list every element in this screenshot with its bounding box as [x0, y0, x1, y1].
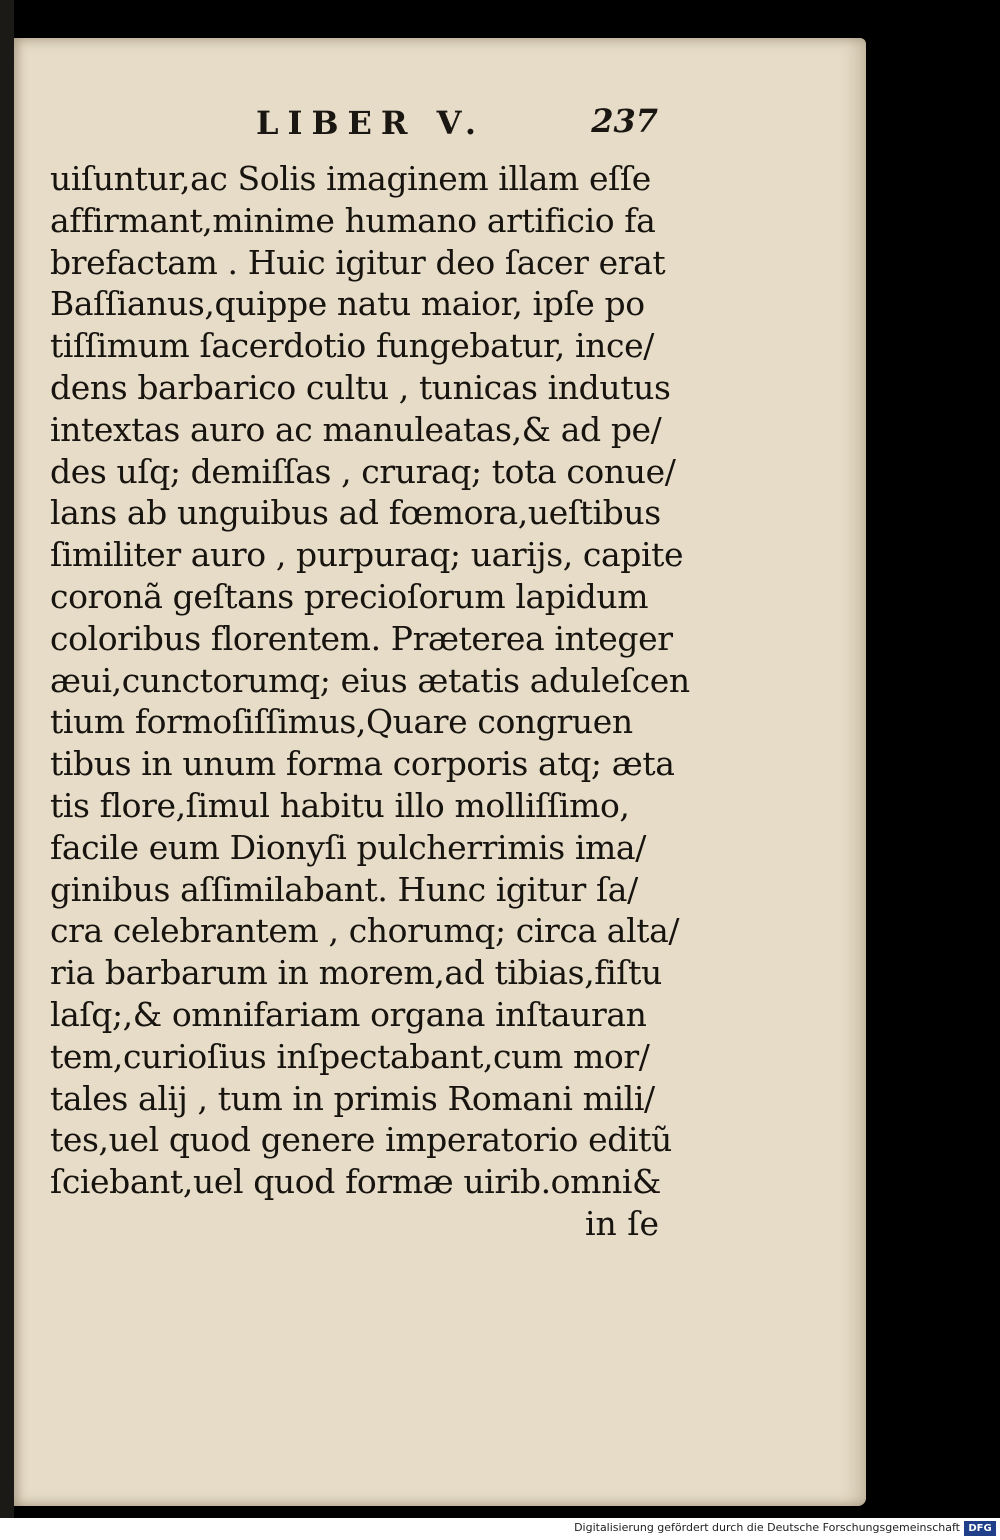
text-line: tis flore,ſimul habitu illo molliſſimo,: [50, 785, 630, 825]
text-line: affirmant,minime humano artificio fa: [50, 200, 656, 240]
folio-number: 237: [591, 102, 658, 140]
dfg-logo-icon[interactable]: DFG: [964, 1521, 996, 1536]
text-block: [50, 158, 690, 1203]
digitization-credit: Digitalisierung gefördert durch die Deutsche Forschungsgemeinschaft: [574, 1521, 960, 1534]
text-line: coloribus florentem. Præterea integer: [50, 618, 673, 658]
text-line: ſimiliter auro , purpuraq; uarijs, capite: [50, 535, 684, 575]
text-line: tem,curioſius inſpectabant,cum mor/: [50, 1036, 650, 1076]
text-line: laſq;,& omnifariam organa inſtauran: [50, 994, 647, 1034]
text-line: brefactam . Huic igitur deo ſacer erat: [50, 242, 666, 282]
text-line: tales alij , tum in primis Romani mili/: [50, 1078, 655, 1118]
text-line: Baſſianus,quippe natu maior, ipſe po: [50, 284, 645, 324]
text-line: lans ab unguibus ad fœmora,ueſtibus: [50, 493, 661, 533]
text-line: æui,cunctorumq; eius ætatis aduleſcen: [50, 660, 690, 700]
footer-bar: [0, 1518, 1000, 1540]
text-line: dens barbarico cultu , tunicas indutus: [50, 367, 671, 407]
text-line: tes,uel quod genere imperatorio editũ: [50, 1120, 672, 1160]
text-line: cra celebrantem , chorumq; circa alta/: [50, 911, 680, 951]
text-line: uiſuntur,ac Solis imaginem illam eſſe: [50, 159, 651, 198]
text-line: des uſq; demiſſas , cruraq; tota conue/: [50, 451, 676, 491]
text-line: ria barbarum in morem,ad tibias,fiſtu: [50, 953, 662, 993]
catchword: in ſe: [585, 1204, 660, 1243]
text-line: ginibus aſſimilabant. Hunc igitur ſa/: [50, 869, 638, 909]
running-head: [256, 104, 666, 144]
text-line: intextas auro ac manuleatas,& ad pe/: [50, 409, 662, 449]
book-gutter: [0, 0, 14, 1518]
text-line: tiſſimum ſacerdotio fungebatur, ince/: [50, 326, 654, 366]
text-line: facile eum Dionyſi pulcherrimis ima/: [50, 827, 646, 867]
text-line: tibus in unum forma corporis atq; æta: [50, 744, 675, 784]
text-line: ſciebant,uel quod formæ uirib.omni&: [50, 1162, 662, 1202]
text-line: tium formoſiſſimus,Quare congruen: [50, 702, 633, 742]
running-title: LIBER V.: [256, 104, 486, 142]
text-line: coronã geſtans precioſorum lapidum: [50, 576, 649, 616]
